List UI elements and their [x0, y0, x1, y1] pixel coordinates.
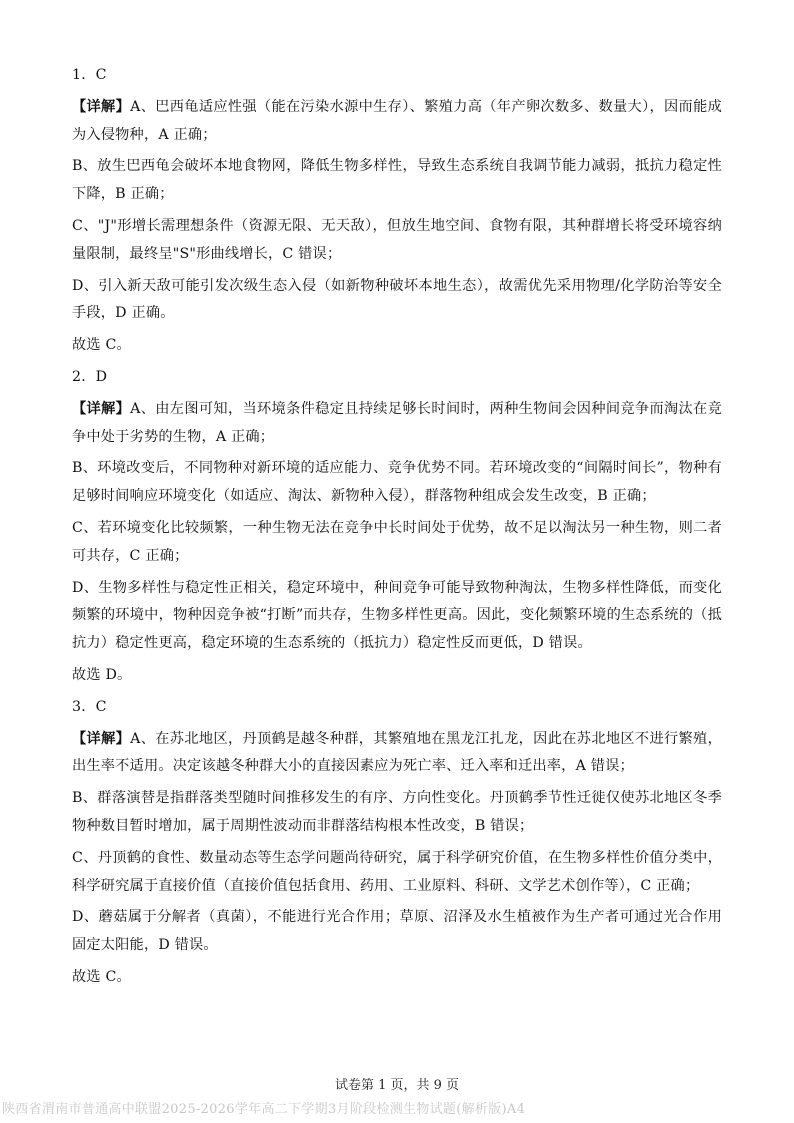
- detail-text: A、在苏北地区，丹顶鹤是越冬种群，其繁殖地在黑龙江扎龙，因此在苏北地区不进行繁殖，出生率不适用。决定该越冬种群大小的直接因素应为死亡率、迁入率和迁出率，A 错误；: [72, 730, 722, 775]
- option-explanation: D、引入新天敌可能引发次级生态入侵（如新物种破坏本地生态），故需优先采用物理/化学防治等安全手段，D 正确。: [72, 277, 722, 322]
- detail-paragraph: [72, 94, 722, 150]
- detail-text: A、由左图可知，当环境条件稳定且持续足够长时间时，两种生物间会因种间竞争而淘汰在竞争中处于劣势的生物，A 正确；: [72, 400, 722, 445]
- question-block: [72, 364, 722, 690]
- question-number: 1．C: [72, 67, 107, 83]
- answer-content: [72, 62, 722, 996]
- option-explanation: C、"J"形增长需理想条件（资源无限、无天敌），但放生地空间、食物有限，其种群增长将受环境容纳量限制，最终呈"S"形曲线增长，C 错误；: [72, 217, 722, 262]
- detail-text: A、巴西龟适应性强（能在污染水源中生存）、繁殖力高（年产卵次数多、数量大），因而能成为入侵物种，A 正确；: [72, 98, 722, 143]
- option-explanation: B、群落演替是指群落类型随时间推移发生的有序、方向性变化。丹顶鹤季节性迁徙仅使苏北地区冬季物种数目暂时增加，属于周期性波动而非群落结构根本性改变，B 错误；: [72, 790, 722, 834]
- option-explanation: B、放生巴西龟会破坏本地食物网，降低生物多样性，导致生态系统自我调节能力减弱，抵抗力稳定性下降，B 正确；: [72, 158, 722, 203]
- option-explanation: D、蘑菇属于分解者（真菌），不能进行光合作用；草原、沼泽及水生植被作为生产者可通过光合作用固定太阳能，D 错误。: [72, 909, 722, 954]
- conclusion: 故选 D。: [72, 666, 132, 683]
- detail-paragraph: [72, 396, 722, 452]
- conclusion: 故选 C。: [72, 968, 131, 985]
- option-explanation: C、若环境变化比较频繁，一种生物无法在竞争中长时间处于优势，故不足以淘汰另一种生物，则二者可共存，C 正确；: [72, 519, 722, 564]
- question-block: [72, 62, 722, 360]
- detail-label: 【详解】: [72, 98, 131, 115]
- option-explanation: B、环境改变后，不同物种对新环境的适应能力、竞争优势不同。若环境改变的“间隔时间长”，物种有足够时间响应环境变化（如适应、淘汰、新物种入侵），群落物种组成会发生改变，B 正确；: [72, 460, 722, 505]
- watermark-text: 陕西省渭南市普通高中联盟2025-2026学年高二下学期3月阶段检测生物试题(解析版)A4: [2, 1102, 526, 1117]
- question-number: 2．D: [72, 368, 108, 385]
- option-explanation: C、丹顶鹤的食性、数量动态等生态学问题尚待研究，属于科学研究价值，在生物多样性价值分类中，科学研究属于直接价值（直接价值包括食用、药用、工业原料、科研、文学艺术创作等），C 正确；: [72, 849, 722, 894]
- question-number: 3．C: [72, 698, 107, 715]
- question-block: [72, 694, 722, 992]
- detail-paragraph: [72, 726, 722, 782]
- detail-label: 【详解】: [72, 730, 131, 747]
- conclusion: 故选 C。: [72, 337, 131, 354]
- page-footer: 试卷第 1 页，共 9 页: [334, 1078, 460, 1093]
- option-explanation: D、生物多样性与稳定性正相关，稳定环境中，种间竞争可能导致物种淘汰，生物多样性降低，而变化频繁的环境中，物种因竞争被“打断”而共存，生物多样性更高。因此，变化频繁环境的生态系统的（抵抗力）稳定性更高，稳定环境的生态系统的（抵抗力）稳定性反而更低，D 错误。: [72, 579, 722, 652]
- detail-label: 【详解】: [72, 400, 131, 417]
